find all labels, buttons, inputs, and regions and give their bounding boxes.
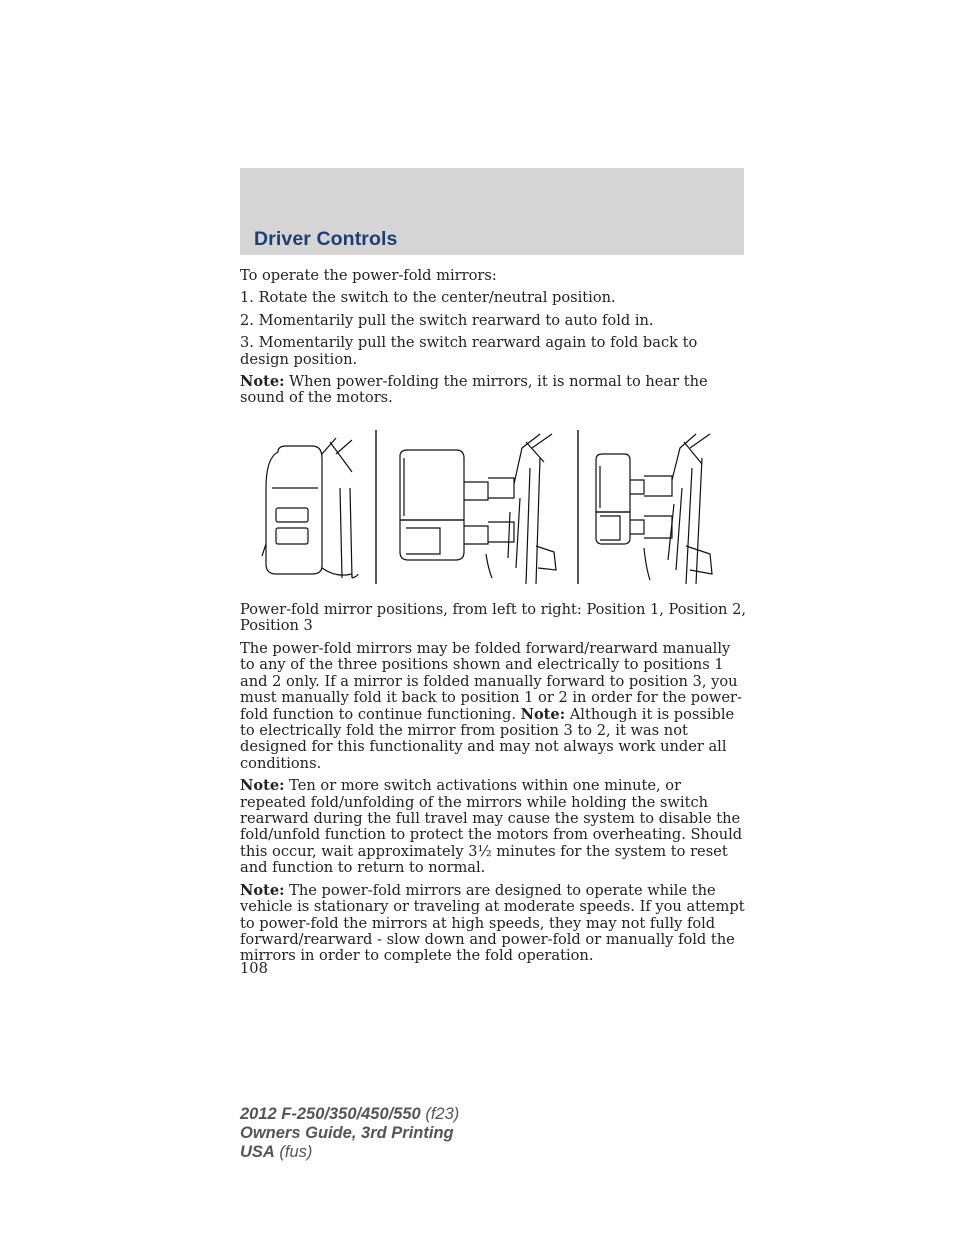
details-block: [240, 641, 746, 971]
step-3: 3. Momentarily pull the switch rearward again to fold back to design position.: [240, 334, 698, 368]
note-motor-sound: [240, 374, 746, 407]
step-1: 1. Rotate the switch to the center/neutral position.: [240, 289, 616, 307]
manual-fold-note-text: Although it is possible to electrically fold the mirror from position 3 to 2, it was not designed for this functionality and may not always work under all conditions.: [240, 705, 735, 772]
footer-line-model: [240, 1105, 459, 1124]
note-text: When power-folding the mirrors, it is normal to hear the sound of the motors.: [240, 373, 708, 407]
note-label: Note:: [520, 705, 566, 723]
step-2: 2. Momentarily pull the switch rearward to auto fold in.: [240, 311, 654, 329]
document-footer: [240, 1105, 459, 1162]
note-overheating: [240, 778, 746, 876]
note-text: Ten or more switch activations within one minute, or repeated fold/unfolding of the mirrors while holding the switch rearward during the full travel may cause the system to disable the fold/unfold function to protect the motors from overheating. Should this occur, wait approximately 3½ minutes for the system to reset and function to return to normal.: [240, 777, 743, 877]
mirror-position-1-icon: [262, 438, 358, 578]
footer-model: 2012 F-250/350/450/550: [240, 1105, 421, 1123]
footer-model-code: (f23): [420, 1105, 460, 1123]
mirror-positions-figure: [240, 428, 746, 586]
manual-fold-text: The power-fold mirrors may be folded forward/rearward manually to any of the three positions shown and electrically to positions 1 and 2 only. If a mirror is folded manually forward to position 3, you must manually fold it back to position 1 or 2 in order for the power-fold function to continue functioning.: [240, 640, 742, 723]
footer-line-guide: Owners Guide, 3rd Printing: [240, 1124, 454, 1142]
section-title: Driver Controls: [254, 228, 398, 250]
mirror-position-2-icon: [400, 434, 556, 584]
footer-market-code: (fus): [274, 1143, 313, 1161]
footer-line-market: [240, 1143, 459, 1162]
note-label: Note:: [240, 777, 285, 795]
footer-market: USA: [240, 1143, 275, 1161]
manual-fold-paragraph: [240, 641, 746, 772]
note-label: Note:: [240, 373, 285, 391]
note-speed: [240, 883, 746, 965]
note-label: Note:: [240, 881, 285, 899]
page-number: 108: [240, 960, 268, 977]
note-text: The power-fold mirrors are designed to operate while the vehicle is stationary or traveling at moderate speeds. If you attempt to power-fold the mirrors at high speeds, they may not fully fold forward/rearward - slow down and power-fold or manually fold the mirrors in order to complete the fold operation.: [240, 881, 745, 965]
instructions-block: [240, 268, 746, 413]
mirror-position-3-icon: [596, 434, 712, 584]
intro-text: To operate the power-fold mirrors:: [240, 267, 497, 284]
figure-caption: Power-fold mirror positions, from left to right: Position 1, Position 2, Position 3: [240, 601, 746, 635]
